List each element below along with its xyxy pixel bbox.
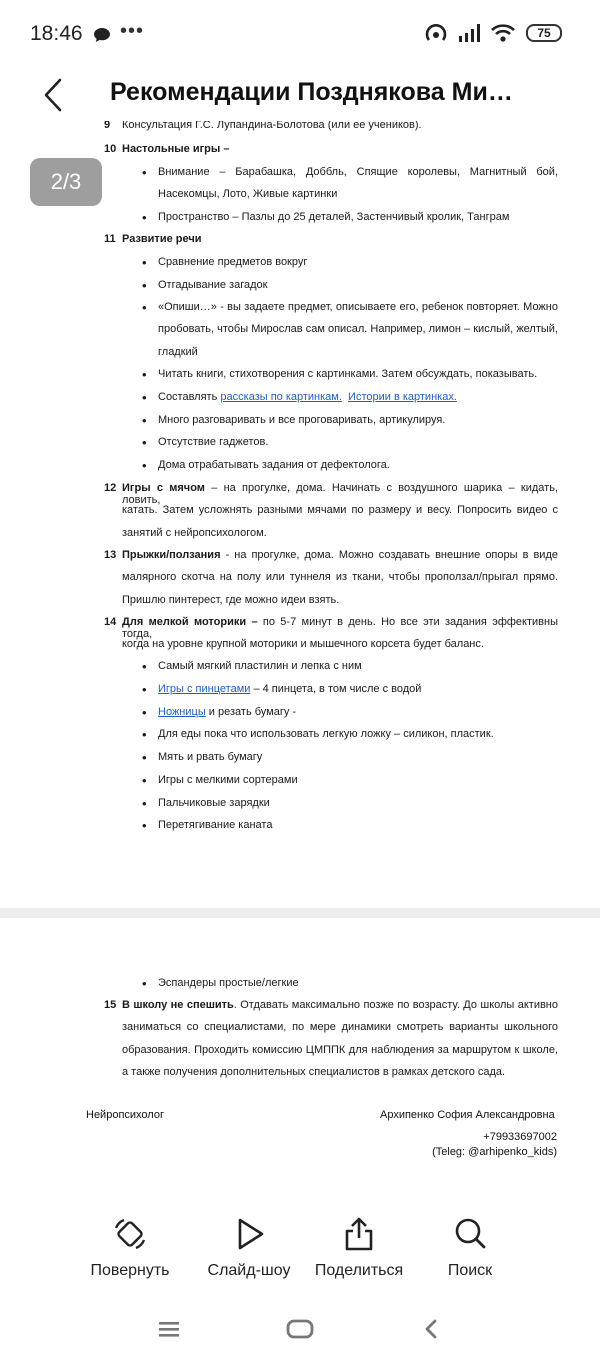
top-bar xyxy=(0,72,600,118)
play-icon xyxy=(231,1216,267,1252)
back-icon[interactable] xyxy=(422,1316,440,1342)
link-tweezers-games[interactable]: Игры с пинцетами xyxy=(158,683,251,695)
search-icon xyxy=(452,1216,488,1252)
link-picture-stories[interactable]: Истории в картинках. xyxy=(348,391,457,403)
signature-name: Архипенко София Александровна xyxy=(380,1109,555,1121)
bottom-toolbar xyxy=(0,1210,600,1290)
status-bar xyxy=(0,0,600,72)
page-separator xyxy=(0,908,600,918)
share-icon xyxy=(341,1216,377,1252)
status-time: 18:46 xyxy=(30,22,83,45)
status-icons xyxy=(424,22,562,44)
signature-phone: +79933697002 xyxy=(483,1131,557,1143)
hotspot-icon xyxy=(424,22,448,44)
share-button[interactable]: Поделиться xyxy=(299,1210,419,1280)
battery-icon: 75 xyxy=(526,24,562,42)
wifi-icon xyxy=(490,23,516,43)
more-notifications-icon: ••• xyxy=(120,20,145,42)
signature-telegram: (Teleg: @arhipenko_kids) xyxy=(432,1146,557,1158)
menu-icon[interactable] xyxy=(158,1316,180,1342)
page-indicator: 2/3 xyxy=(30,158,102,206)
back-arrow-icon[interactable] xyxy=(36,76,72,114)
rotate-button[interactable]: Повернуть xyxy=(70,1210,190,1280)
link-scissors[interactable]: Ножницы xyxy=(158,706,206,718)
system-navigation-bar xyxy=(0,1300,600,1366)
search-button[interactable]: Поиск xyxy=(410,1210,530,1280)
signature-role: Нейропсихолог xyxy=(86,1109,164,1121)
document-title: Рекомендации Позднякова Ми… xyxy=(110,78,513,106)
slideshow-button[interactable]: Слайд-шоу xyxy=(189,1210,309,1280)
cellular-signal-icon xyxy=(458,23,480,43)
home-icon[interactable] xyxy=(286,1316,314,1342)
rotate-icon xyxy=(112,1216,148,1252)
cut-line: 9 Консультация Г.С. Лупандина-Болотова (или ее учеников). xyxy=(104,121,422,131)
link-stories-by-pictures[interactable]: рассказы по картинкам. xyxy=(220,391,342,403)
chat-bubble-icon xyxy=(93,27,111,43)
